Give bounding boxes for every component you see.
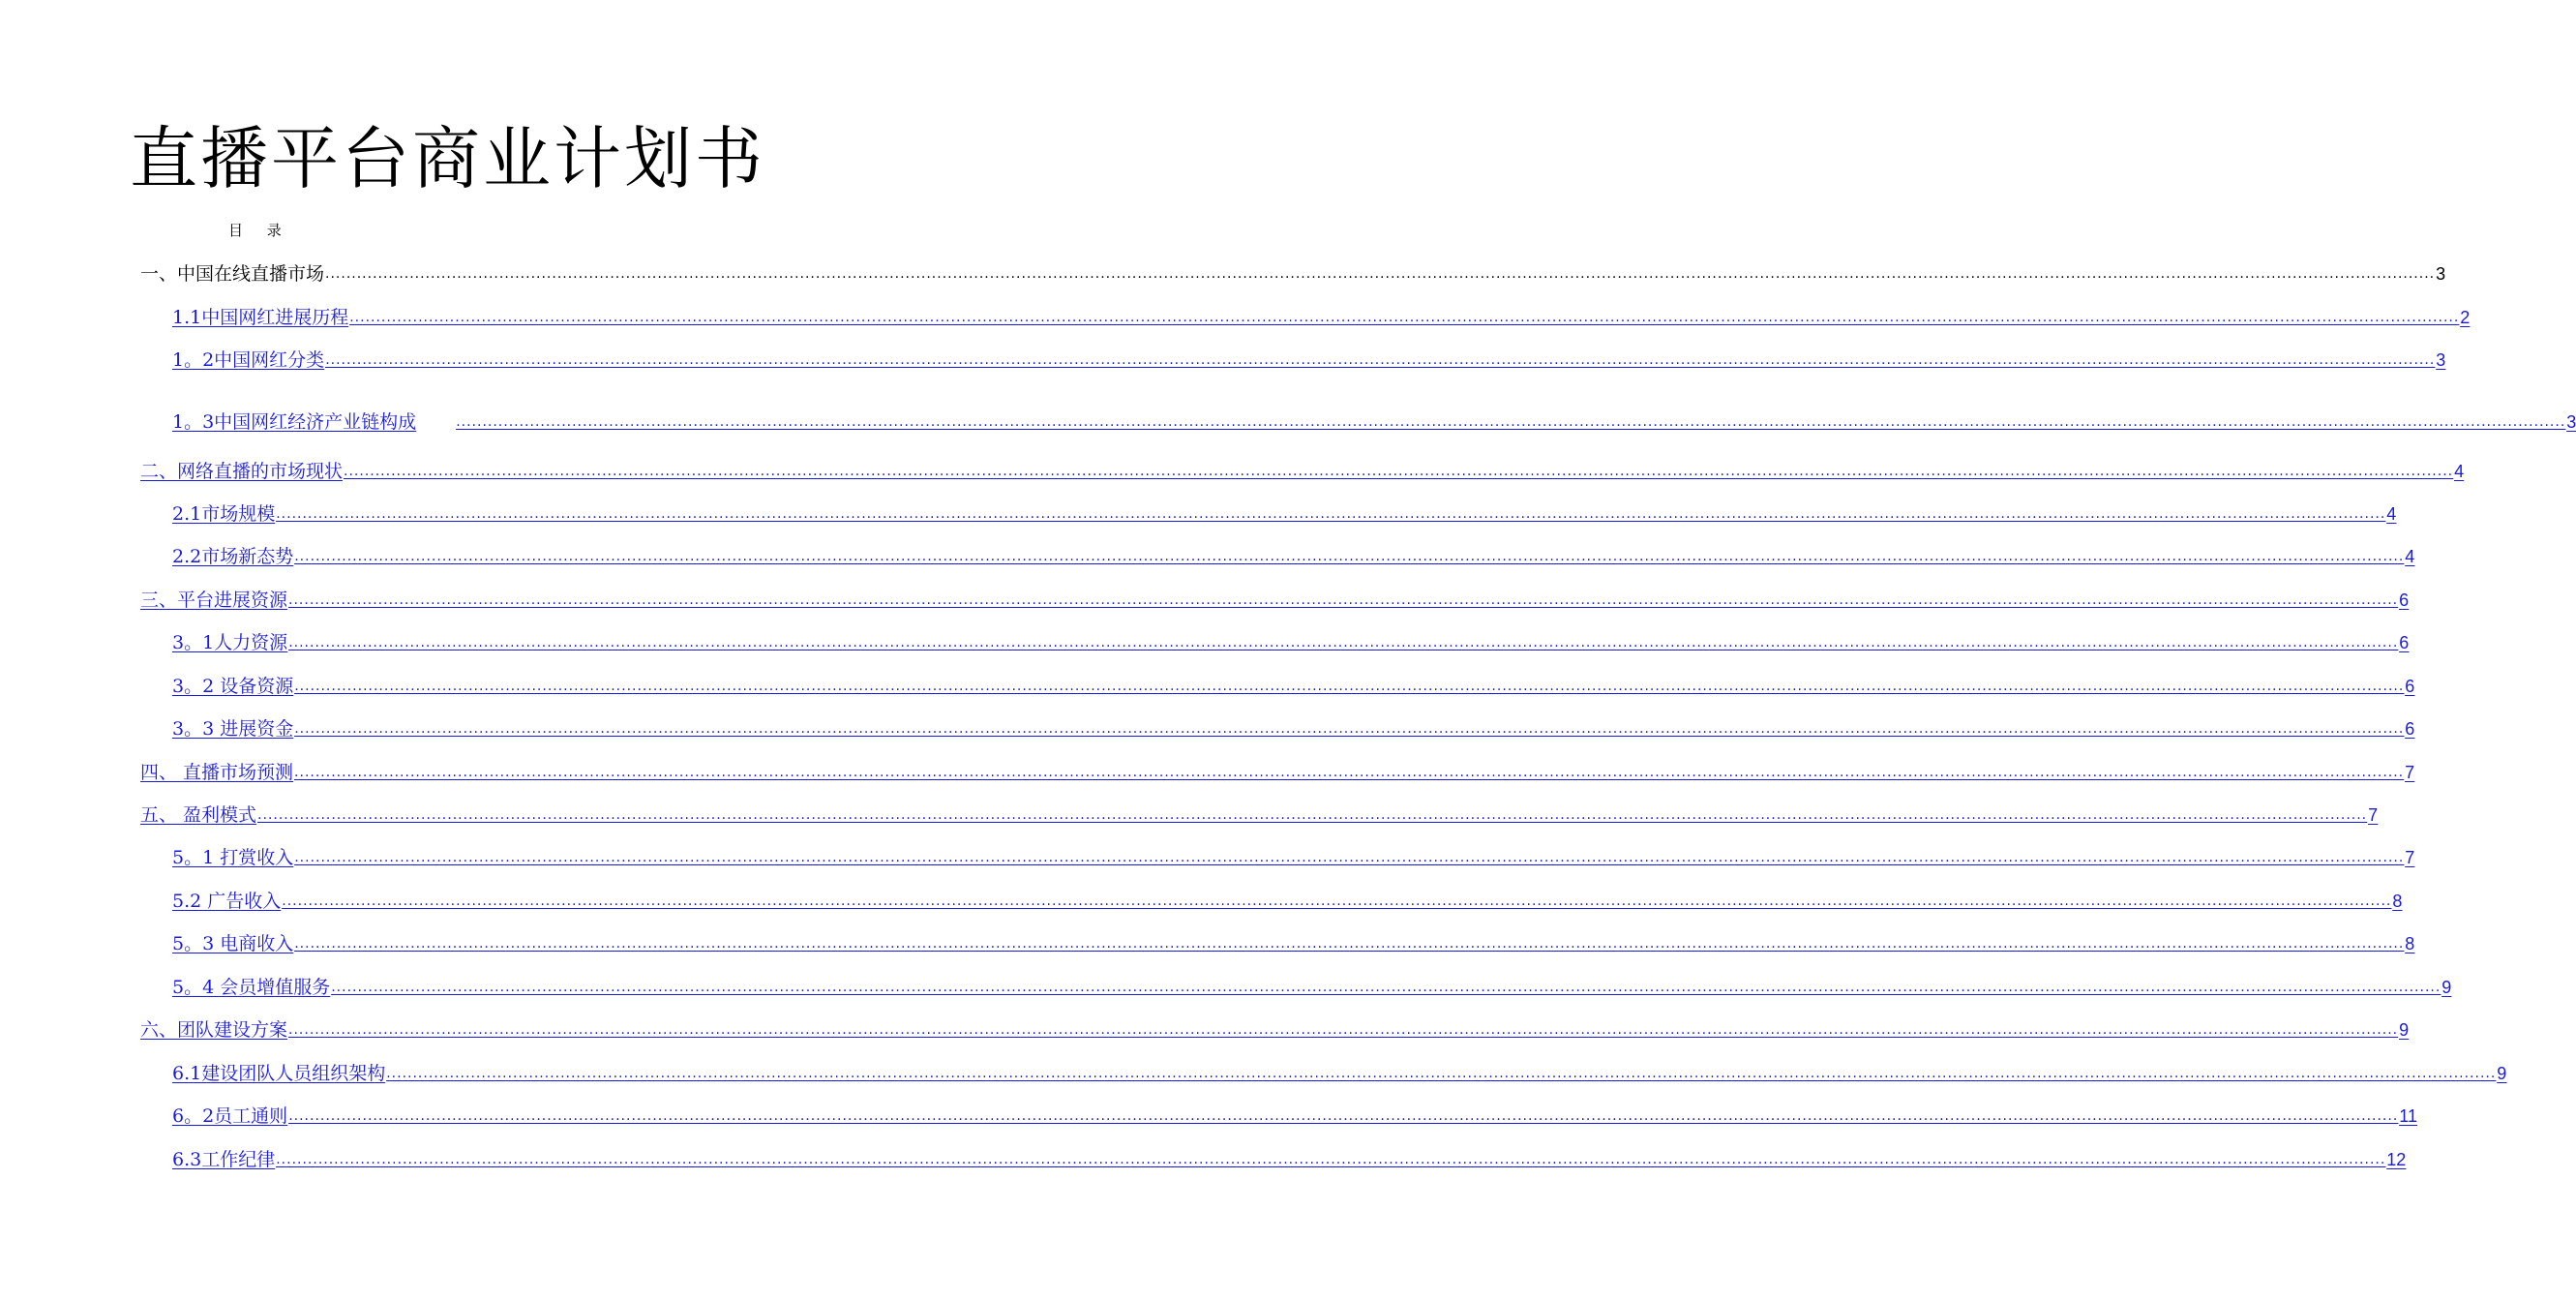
toc-entry-label: 6.3工作纪律 [172,1149,276,1170]
toc-entry-section-1[interactable] [140,257,2446,286]
toc-entry-6-2[interactable] [172,1099,2417,1128]
toc-entry-label: 2.2市场新态势 [172,546,294,567]
toc-entry-page: 6 [2399,590,2410,610]
toc-leader-dots: ................................................................................................................................................................................................................................................................................................................................................................................................................ [456,414,2566,430]
toc-entry-page: 4 [2386,504,2397,524]
toc-leader-dots: ................................................................................................................................................................................................................................................................................................................................................................................................................ [276,1152,2386,1167]
toc-entry-page: 2 [2460,308,2471,327]
toc-leader-dots: ................................................................................................................................................................................................................................................................................................................................................................................................................ [294,850,2405,865]
toc-entry-1-2[interactable] [172,343,2446,372]
toc-entry-label: 六、团队建设方案 [140,1019,288,1041]
toc-entry-1-1[interactable] [172,300,2471,329]
toc-entry-5-3[interactable] [172,926,2415,955]
toc-entry-page: 7 [2368,805,2379,825]
toc-entry-page: 8 [2405,934,2415,953]
toc-leader-dots: ................................................................................................................................................................................................................................................................................................................................................................................................................ [349,310,2460,325]
toc-leader-dots: ................................................................................................................................................................................................................................................................................................................................................................................................................ [288,635,2399,650]
toc-entry-section-4[interactable] [140,755,2415,784]
toc-entry-page: 11 [2399,1106,2417,1126]
toc-entry-section-6[interactable] [140,1013,2410,1042]
toc-entry-page: 3 [2566,412,2576,432]
toc-entry-3-3[interactable] [172,711,2415,741]
toc-entry-label: 5。1 打赏收入 [172,847,294,868]
toc-entry-6-1[interactable] [172,1056,2507,1085]
toc-entry-page: 7 [2405,763,2415,782]
toc-leader-dots: ................................................................................................................................................................................................................................................................................................................................................................................................................ [331,980,2441,995]
toc-leader-dots: ................................................................................................................................................................................................................................................................................................................................................................................................................ [294,936,2405,952]
toc-entry-6-3[interactable] [172,1142,2407,1171]
toc-entry-page: 8 [2392,892,2403,911]
toc-entry-label: 2.1市场规模 [172,503,276,525]
toc-entry-label: 3。3 进展资金 [172,718,294,740]
toc-entry-label: 5。3 电商收入 [172,933,294,954]
toc-leader-dots: ................................................................................................................................................................................................................................................................................................................................................................................................................ [325,266,2436,282]
toc-entry-label: 五、 盈利模式 [140,804,257,826]
toc-entry-page: 3 [2436,350,2446,370]
toc-leader-dots: ................................................................................................................................................................................................................................................................................................................................................................................................................ [288,1108,2399,1124]
toc-leader-dots: ................................................................................................................................................................................................................................................................................................................................................................................................................ [294,549,2405,564]
toc-entry-5-1[interactable] [172,840,2415,869]
toc-leader-dots: ................................................................................................................................................................................................................................................................................................................................................................................................................ [288,1022,2399,1038]
toc-entry-label: 6.1建设团队人员组织架构 [172,1063,386,1084]
toc-entry-page: 6 [2399,633,2410,652]
toc-entry-5-4[interactable] [172,970,2452,999]
toc-entry-page: 9 [2497,1064,2507,1083]
toc-entry-3-1[interactable] [172,625,2410,654]
toc-entry-label: 5。4 会员增值服务 [172,977,331,998]
document-title: 直播平台商业计划书 [130,119,765,198]
toc-leader-dots: ................................................................................................................................................................................................................................................................................................................................................................................................................ [386,1066,2497,1081]
toc-heading: 目 录 [228,222,291,239]
toc-entry-label: 1。2中国网红分类 [172,349,325,371]
toc-entry-label: 四、 直播市场预测 [140,762,294,783]
toc-leader-dots: ................................................................................................................................................................................................................................................................................................................................................................................................................ [257,807,2368,823]
toc-entry-section-5[interactable] [140,798,2379,827]
toc-entry-2-1[interactable] [172,497,2397,526]
toc-entry-page: 6 [2405,719,2415,739]
toc-leader-dots: ................................................................................................................................................................................................................................................................................................................................................................................................................ [288,592,2399,608]
toc-entry-label: 3。2 设备资源 [172,676,294,697]
toc-entry-label: 二、网络直播的市场现状 [140,461,344,482]
toc-entry-label: 6。2员工通则 [172,1105,288,1127]
toc-entry-page: 12 [2386,1150,2407,1169]
toc-entry-label: 3。1人力资源 [172,632,288,653]
toc-leader-dots: ................................................................................................................................................................................................................................................................................................................................................................................................................ [282,893,2392,909]
toc-entry-page: 4 [2454,462,2465,481]
toc-entry-section-3[interactable] [140,583,2410,612]
toc-leader-dots: ................................................................................................................................................................................................................................................................................................................................................................................................................ [276,506,2386,522]
toc-entry-label: 1.1中国网红进展历程 [172,307,349,328]
toc-entry-page: 9 [2441,978,2452,997]
toc-entry-2-2[interactable] [172,539,2415,568]
toc-entry-1-3[interactable] [172,405,2576,434]
toc-entry-label: 1。3中国网红经济产业链构成 [172,411,417,433]
toc-entry-5-2[interactable] [172,884,2403,913]
toc-leader-dots: ................................................................................................................................................................................................................................................................................................................................................................................................................ [294,721,2405,737]
toc-leader-dots: ................................................................................................................................................................................................................................................................................................................................................................................................................ [294,679,2405,694]
toc-entry-page: 4 [2405,547,2415,566]
toc-entry-label: 三、平台进展资源 [140,590,288,611]
toc-entry-label: 5.2 广告收入 [172,891,282,912]
toc-entry-page: 9 [2399,1020,2410,1040]
toc-leader-dots: ................................................................................................................................................................................................................................................................................................................................................................................................................ [294,765,2405,780]
toc-entry-page: 7 [2405,848,2415,867]
toc-entry-section-2[interactable] [140,454,2465,483]
toc-entry-label: 一、中国在线直播市场 [140,263,325,285]
toc-entry-page: 3 [2436,264,2446,284]
toc-leader-dots: ................................................................................................................................................................................................................................................................................................................................................................................................................ [325,352,2436,368]
toc-entry-3-2[interactable] [172,669,2415,698]
toc-leader-dots: ................................................................................................................................................................................................................................................................................................................................................................................................................ [344,464,2454,479]
toc-entry-page: 6 [2405,677,2415,696]
